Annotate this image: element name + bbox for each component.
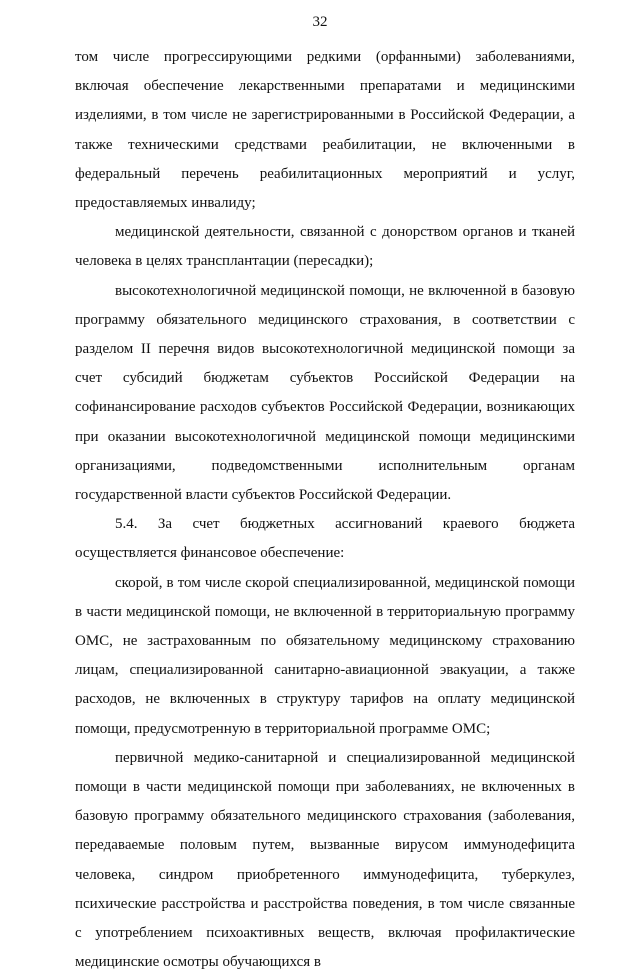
paragraph-continuation: том числе прогрессирующими редкими (орфанными) заболеваниями, включая обеспечение лекарственными препаратами и медицинскими изделиями, в том числе не зарегистрированными в Российской Федерации, а также техническими средствами реабилитации, не включенными в федеральный перечень реабилитационных мероприятий и услуг, предоставляемых инвалиду; bbox=[75, 49, 575, 212]
paragraph-emergency-care: скорой, в том числе скорой специализированной, медицинской помощи в части медицинской помощи, не включенной в территориальную программу ОМС, не застрахованным по обязательному медицинскому страхованию лицам, специализированной санитарно-авиационной эвакуации, а также расходов, не включенных в структуру тарифов на оплату медицинской помощи, предусмотренную в территориальной программе ОМС; bbox=[75, 574, 575, 737]
document-body bbox=[75, 43, 575, 978]
paragraph-primary-care: первичной медико-санитарной и специализированной медицинской помощи в части медицинской помощи при заболеваниях, не включенных в базовую программу обязательного медицинского страхования (заболевания, передаваемые половым путем, вызванные вирусом иммунодефицита человека, синдром приобретенного иммунодефицита, туберкулез, психические расстройства и расстройства поведения, в том числе связанные с употреблением психоактивных веществ, включая профилактические медицинские осмотры обучающихся в bbox=[75, 749, 575, 971]
paragraph-section-5-4: 5.4. За счет бюджетных ассигнований краевого бюджета осуществляется финансовое обеспечение: bbox=[75, 516, 575, 562]
page-number: 32 bbox=[312, 14, 328, 30]
paragraph-high-tech-care: высокотехнологичной медицинской помощи, не включенной в базовую программу обязательного медицинского страхования, в соответствии с разделом II перечня видов высокотехнологичной медицинской помощи за счет субсидий бюджетам субъектов Российской Федерации на софинансирование расходов субъектов Российской Федерации, возникающих при оказании высокотехнологичной медицинской помощи медицинскими организациями, подведомственными исполнительным органам государственной власти субъектов Российской Федерации. bbox=[75, 282, 575, 504]
paragraph-transplantation: медицинской деятельности, связанной с донорством органов и тканей человека в целях трансплантации (пересадки); bbox=[75, 224, 575, 270]
